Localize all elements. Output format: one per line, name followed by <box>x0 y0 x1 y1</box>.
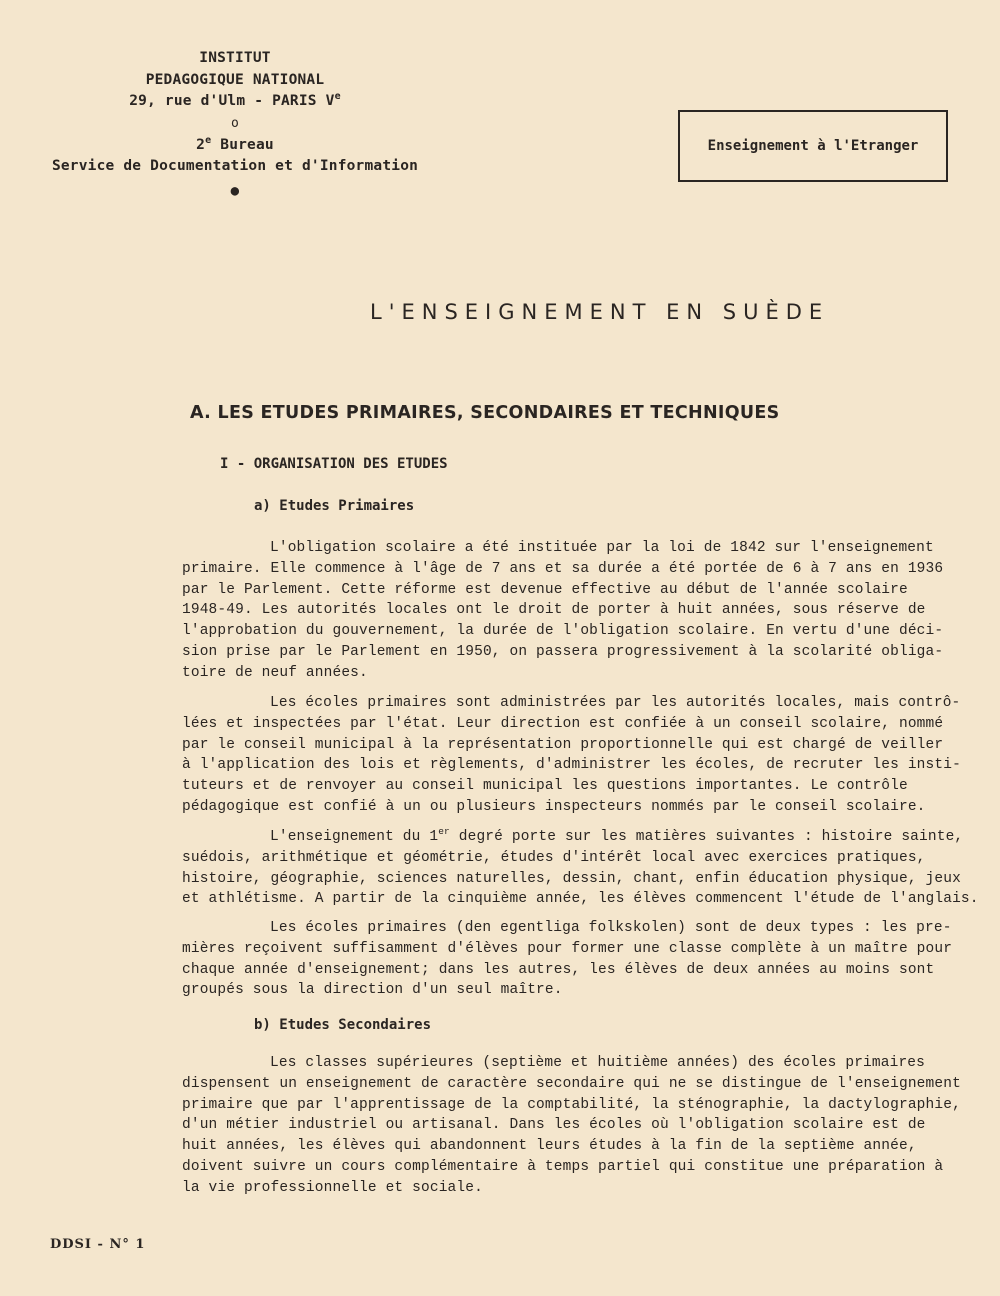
document-title: L'ENSEIGNEMENT EN SUÈDE <box>370 300 830 324</box>
text-line: la vie professionnelle et sociale. <box>182 1179 483 1196</box>
document-reference: DDSI - N° 1 <box>50 1237 146 1252</box>
text-line: suédois, arithmétique et géométrie, études d'intérêt local avec exercices pratiques, <box>182 849 926 866</box>
header-address <box>40 91 430 113</box>
text-line: doivent suivre un cours complémentaire à temps partiel qui constitue une préparation à <box>182 1158 944 1175</box>
text-line: primaire que par l'apprentissage de la comptabilité, la sténographie, la dactylographie, <box>182 1096 961 1113</box>
header-pedagogique: PEDAGOGIQUE NATIONAL <box>145 71 325 88</box>
text-line: mières reçoivent suffisamment d'élèves pour former une classe complète à un maître pour <box>182 940 953 957</box>
header-service: Service de Documentation et d'Information <box>51 158 419 174</box>
text-line: L'obligation scolaire a été instituée par la loi de 1842 sur l'enseignement <box>270 540 934 556</box>
text-line: histoire, géographie, sciences naturelles, dessin, chant, enfin éducation physique, jeux <box>182 870 961 887</box>
text-line: pédagogique est confié à un ou plusieurs inspecteurs nommés par le conseil scolaire. <box>182 798 926 815</box>
text-line: dispensent un enseignement de caractère secondaire qui ne se distingue de l'enseignement <box>182 1075 961 1092</box>
paragraph-2 <box>182 693 972 818</box>
subsection-b-heading: b) Etudes Secondaires <box>254 1017 432 1033</box>
text-line: Les écoles primaires sont administrées par les autorités locales, mais contrô- <box>270 695 961 711</box>
section-1-heading: I - ORGANISATION DES ETUDES <box>220 456 448 472</box>
subsection-a-heading: a) Etudes Primaires <box>254 498 415 514</box>
text-line: sion prise par le Parlement en 1950, on passera progressivement à la scolarité obliga- <box>182 643 944 660</box>
paragraph-5 <box>182 1053 972 1199</box>
paragraph-1 <box>182 538 972 684</box>
category-label: Enseignement à l'Etranger <box>707 138 919 154</box>
ordinal-sup: er <box>438 826 450 838</box>
header-bureau-text: Bureau <box>211 136 274 153</box>
text-line: 1948-49. Les autorités locales ont le droit de porter à huit années, sous réserve de <box>182 602 926 619</box>
text-line: huit années, les élèves qui abandonnent leurs études à la fin de la septième année, <box>182 1138 917 1155</box>
text-fragment: degré porte sur les matières suivantes : histoire sainte, <box>449 829 964 845</box>
header-institut: INSTITUT <box>199 50 271 66</box>
text-fragment: L'enseignement du 1 <box>270 829 439 845</box>
text-line: à l'application des lois et règlements, d'administrer les écoles, de recruter les insti- <box>182 757 961 774</box>
bullet-icon: ● <box>230 182 240 199</box>
institution-header <box>40 48 430 204</box>
text-line: l'approbation du gouvernement, la durée de l'obligation scolaire. En vertu d'une déci- <box>182 623 944 640</box>
paragraph-4 <box>182 918 972 1001</box>
text-line: par le conseil municipal à la représentation proportionnelle qui est chargé de veiller <box>182 736 944 753</box>
text-line: d'un métier industriel ou artisanal. Dans les écoles où l'obligation scolaire est de <box>182 1117 926 1134</box>
text-line: Les écoles primaires (den egentliga folkskolen) sont de deux types : les pre- <box>270 920 952 936</box>
header-address-text: 29, rue d'Ulm - PARIS V <box>129 93 335 109</box>
text-line: toire de neuf années. <box>182 664 368 681</box>
paragraph-3 <box>182 826 979 910</box>
header-bureau-num: 2 <box>196 136 206 153</box>
header-bureau-sup: e <box>205 134 212 146</box>
section-a-heading: A. LES ETUDES PRIMAIRES, SECONDAIRES ET TECHNIQUES <box>190 403 780 423</box>
text-line <box>182 827 972 848</box>
text-line: Les classes supérieures (septième et huitième années) des écoles primaires <box>270 1055 926 1071</box>
text-line: et athlétisme. A partir de la cinquième année, les élèves commencent l'étude de l'anglais. <box>182 891 979 908</box>
category-box <box>678 110 948 182</box>
text-line: lées et inspectées par l'état. Leur direction est confiée à un conseil scolaire, nommé <box>182 715 944 732</box>
header-separator: o <box>230 115 240 131</box>
text-line: chaque année d'enseignement; dans les autres, les élèves de deux années au moins sont <box>182 961 935 978</box>
text-line: tuteurs et de renvoyer au conseil municipal les questions importantes. Le contrôle <box>182 778 908 795</box>
text-line: par le Parlement. Cette réforme est devenue effective au début de l'année scolaire <box>182 581 908 598</box>
header-bureau <box>40 135 430 157</box>
header-address-sup: e <box>334 91 341 103</box>
text-line: groupés sous la direction d'un seul maître. <box>182 982 563 999</box>
text-line: primaire. Elle commence à l'âge de 7 ans et sa durée a été portée de 6 à 7 ans en 1936 <box>182 560 944 577</box>
